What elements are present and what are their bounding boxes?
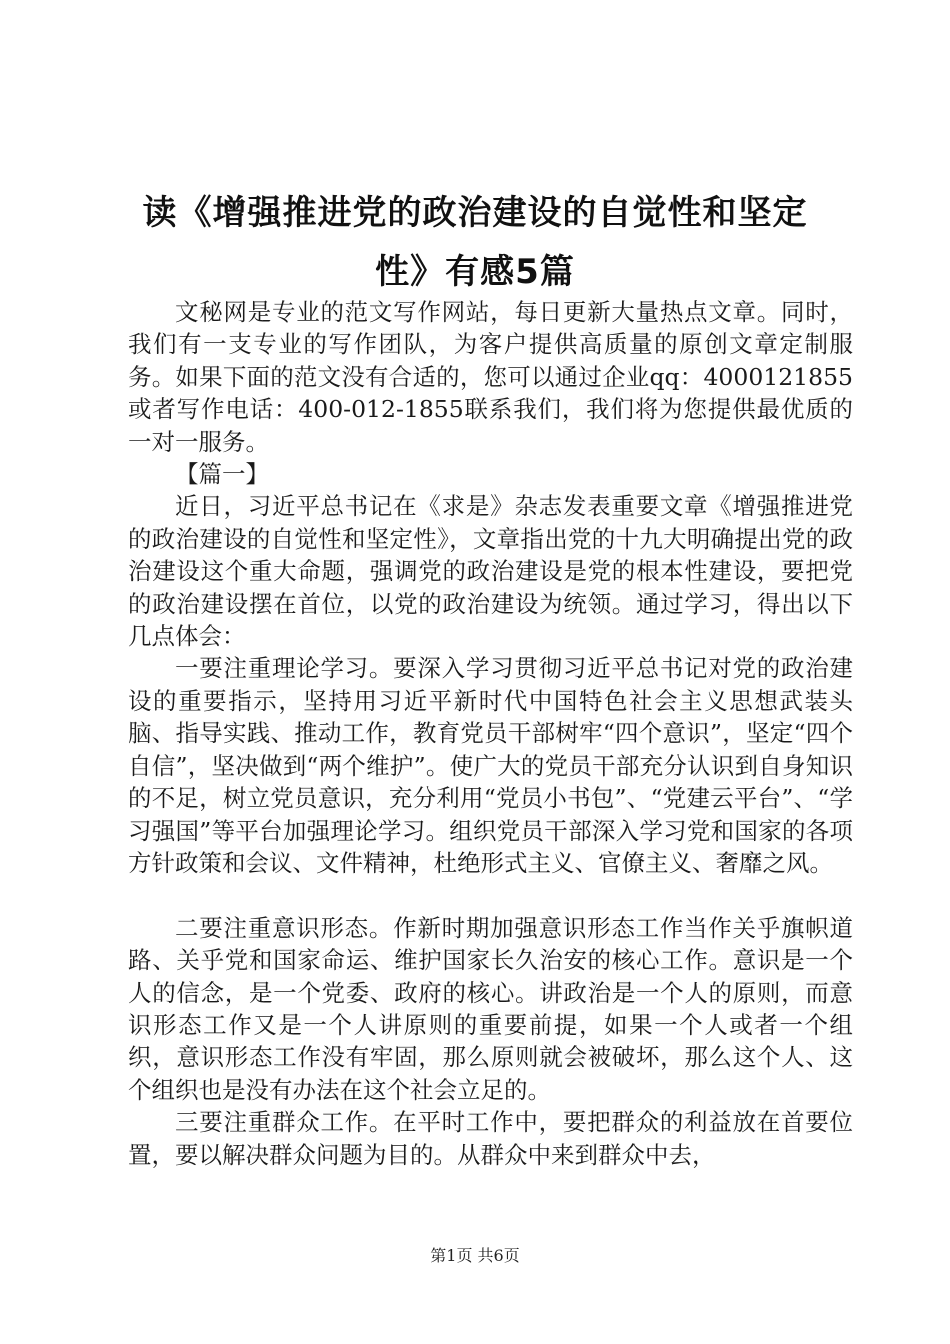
body-paragraph-2: 一要注重理论学习。要深入学习贯彻习近平总书记对党的政治建设的重要指示，坚持用习近平新时代中国特色社会主义思想武装头脑、指导实践、推动工作，教育党员干部树牢“四个意识”，坚定“四个自信”，坚决做到“两个维护”。使广大的党员干部充分认识到自身知识的不足，树立党员意识，充分利用“党员小书包”、“党建云平台”、“学习强国”等平台加强理论学习。组织党员干部深入学习党和国家的各项方针政策和会议、文件精神，杜绝形式主义、官僚主义、奢靡之风。 [128, 654, 853, 877]
paragraph-spacer [128, 879, 853, 911]
body-paragraph-3: 二要注重意识形态。作新时期加强意识形态工作当作关乎旗帜道路、关乎党和国家命运、维护国家长久治安的核心工作。意识是一个人的信念，是一个党委、政府的核心。讲政治是一个人的原则，而意识形态工作又是一个人讲原则的重要前提，如果一个人或者一个组织，意识形态工作没有牢固，那么原则就会被破坏，那么这个人、这个组织也是没有办法在这个社会立足的。 [128, 913, 853, 1104]
body-paragraph-1: 近日，习近平总书记在《求是》杂志发表重要文章《增强推进党的政治建设的自觉性和坚定性》，文章指出党的十九大明确提出党的政治建设这个重大命题，强调党的政治建设是党的根本性建设，要把党的政治建设摆在首位，以党的政治建设为统领。通过学习，得出以下几点体会： [128, 492, 853, 651]
document-title-line-1: 读《增强推进党的政治建设的自觉性和坚定 [142, 193, 808, 233]
page-number-footer: 第1页 共6页 [430, 1246, 520, 1265]
body-paragraph-4: 三要注重群众工作。在平时工作中，要把群众的利益放在首要位置，要以解决群众问题为目的。从群众中来到群众中去， [128, 1108, 853, 1169]
document-title-line-2: 性》有感5篇 [375, 252, 575, 292]
document-body [128, 296, 853, 1171]
intro-paragraph: 文秘网是专业的范文写作网站，每日更新大量热点文章。同时，我们有一支专业的写作团队，为客户提供高质量的原创文章定制服务。如果下面的范文没有合适的，您可以通过企业qq：4000121855或者写作电话：400-012-1855联系我们，我们将为您提供最优质的一对一服务。 [128, 298, 853, 456]
section-label: 【篇一】 [175, 460, 269, 489]
